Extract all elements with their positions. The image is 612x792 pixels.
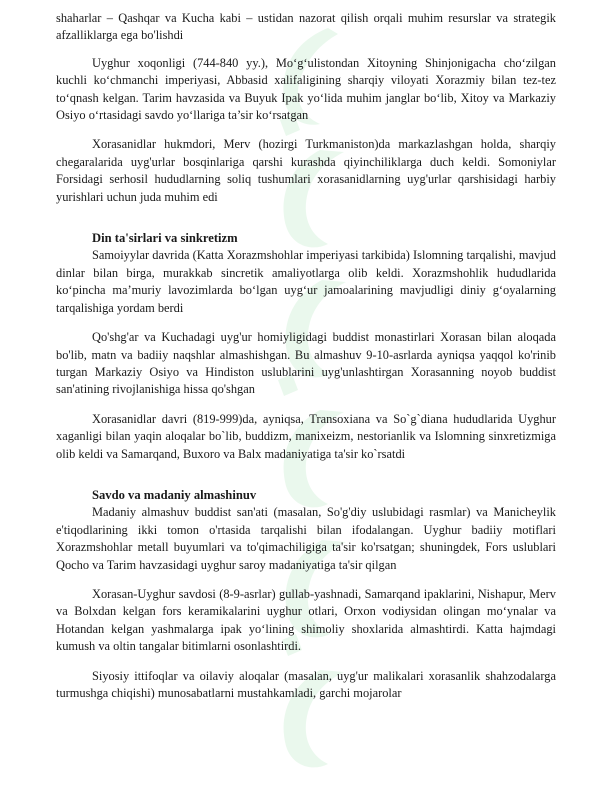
paragraph-uyghur-khaganate: Uyghur xoqonligi (744-840 yy.), Mo‘g‘ulistondan Xitoyning Shinjonigacha cho‘zilgan kuchli ko‘chmanchi imperiyasi, Abbasid xalifaligining sharqiy viloyati Xorazmiy bilan tez-tez to‘qnash kelgan. Tarim havzasida va Buyuk Ipak yo‘lida muhim janglar bo‘lib, Xitoy va Markaziy Osiyo o‘rtasidagi savdo yo‘llariga ta’sir ko‘rsatgan (56, 55, 556, 123)
paragraph-khorasanid-period: Xorasanidlar davri (819-999)da, ayniqsa, Transoxiana va So`g`diana hududlarida Uyghur xaganligi bilan yaqin aloqalar bo`lib, buddizm, manixeizm, nestorianlik va Islomning sinxretizmiga olib keldi va Samarqand, Buxoro va Balx madaniyatiga ta'sir ko`rsatdi (56, 411, 556, 461)
paragraph-intro: shaharlar – Qashqar va Kucha kabi – ustidan nazorat qilish orqali muhim resurslar va strategik afzalliklarga ega bo'lishdi (56, 11, 556, 43)
paragraph-khorasanid-ruler: Xorasanidlar hukmdori, Merv (hozirgi Turkmaniston)da markazlashgan holda, sharqiy chegaralarida uyg'urlar bosqinlariga qarshi kurashda qiyinchiliklarga duch keldi. Somoniylar Forsidagi serhosil hududlarning soliq tushumlari xorasanidlarning uyg'urlar qarshisidagi harbiy yurishlari uchun juda muhim edi (56, 137, 556, 204)
section-heading-religion: Din ta'sirlari va sinkretizm (92, 231, 238, 246)
document-body (56, 10, 556, 702)
paragraph-buddhist-monasteries: Qo'shg'ar va Kuchadagi uyg'ur homiyligidagi buddist monastirlari Xorasan bilan aloqada bo'lib, matn va badiiy naqshlar almashishgan. Bu almashuv 9-10-asrlarda ayniqsa yaqqol ko'rinib turgan Markaziy Osiyo va Hindiston uslublarini uyg'unlashtirgan Xorasanning noyob buddist san'atining rivojlanishiga hissa qo'shgan (56, 330, 556, 397)
paragraph-khorasan-uyghur-trade: Xorasan-Uyghur savdosi (8-9-asrlar) gullab-yashnadi, Samarqand ipaklarini, Nishapur, Merv va Bolxdan kelgan fors keramikalarini uyghur otlari, Orxon vodiysidan olingan mo‘ynalar va Hotandan kelgan yashmalarga ipak yo‘lining shimoliy shoxlarida almashtirdi. Katta hajmdagi kumush va oltin tangalar bitimlarni osonlashtirdi. (56, 586, 556, 654)
paragraph-cultural-exchange: Madaniy almashuv buddist san'ati (masalan, So'g'diy uslubidagi rasmlar) va Manicheylik e'tiqodlarining ikki tomon o'rtasida tarqalishi bilan ifodalangan. Uyghur badiiy motiflari Xorazmshohlar metall buyumlari va to'qimachiligiga ta'sir ko'rsatgan; shuningdek, Fors uslublari Qocho va Tarim havzasidagi uyghur saroy madaniyatiga ta'sir qilgan (56, 505, 556, 572)
section-heading-trade: Savdo va madaniy almashinuv (92, 487, 257, 502)
paragraph-political-alliances: Siyosiy ittifoqlar va oilaviy aloqalar (masalan, uyg'ur malikalari xorasanlik shahzodalarga turmushga chiqishi) munosabatlarni mustahkamladi, garchi mojarolar (56, 668, 556, 700)
paragraph-samanid-islam: Samoiyylar davrida (Katta Xorazmshohlar imperiyasi tarkibida) Islomning tarqalishi, mavjud dinlar bilan birga, murakkab sincretik amaliyotlarga olib keldi. Xorazmshohlik hududlarida ko‘pincha ma’muriy lavozimlarda bo‘lgan uyg‘ur jamoalarining mavjudligi diniy g‘oyalarning tarqalishiga yordam berdi (56, 248, 556, 315)
